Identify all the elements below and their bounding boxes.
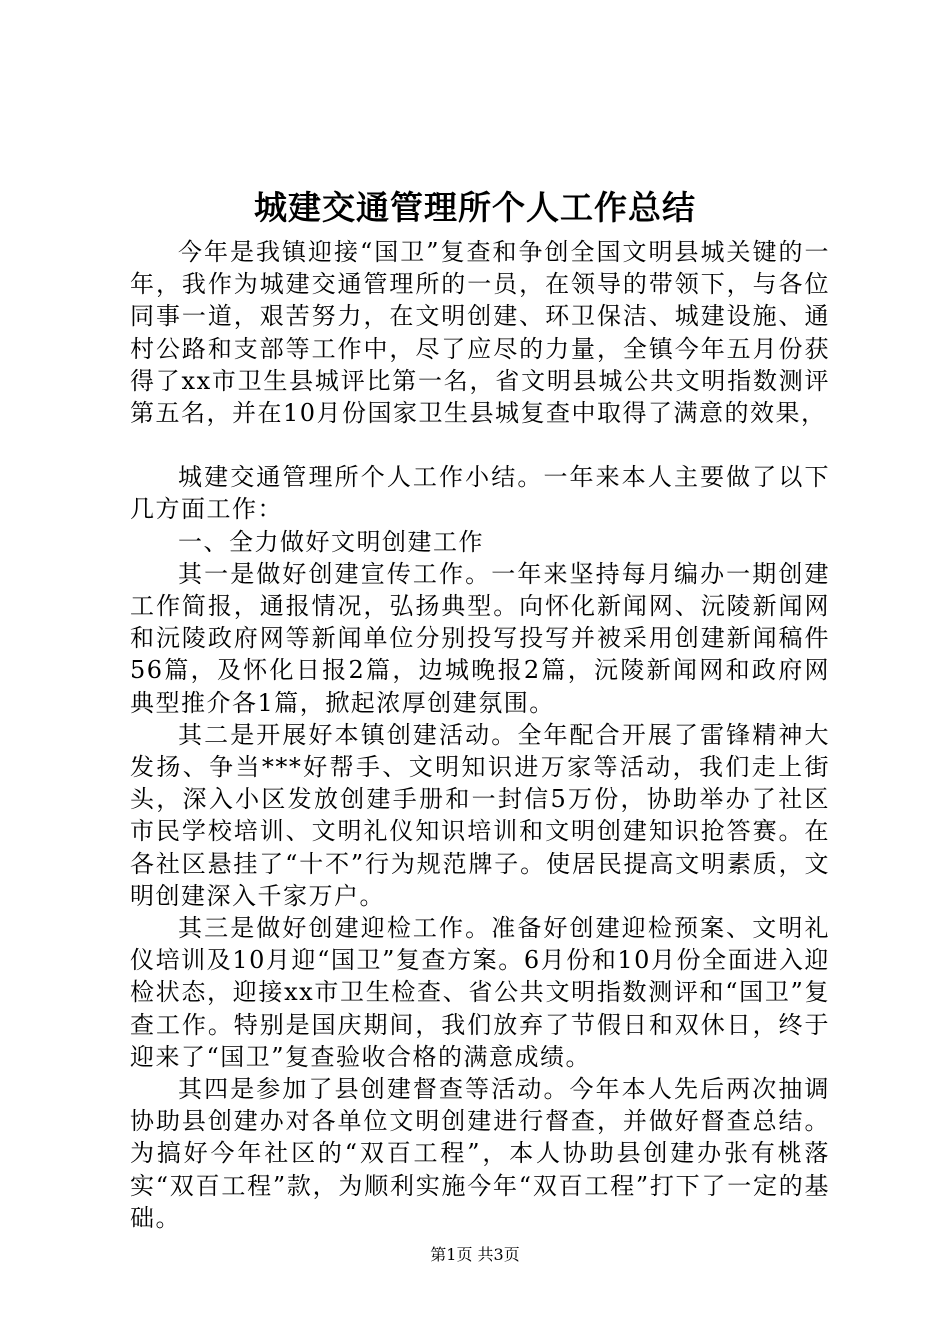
paragraph-item-1: 其一是做好创建宣传工作。一年来坚持每月编办一期创建工作简报，通报情况，弘扬典型。向怀化新闻网、沅陵新闻网和沅陵政府网等新闻单位分别投写投写并被采用创建新闻稿件56篇，及怀化日报2篇，边城晚报2篇，沅陵新闻网和政府网典型推介各1篇，掀起浓厚创建氛围。 bbox=[130, 559, 830, 717]
paragraph-summary: 城建交通管理所个人工作小结。一年来本人主要做了以下几方面工作： bbox=[130, 463, 830, 524]
document-body bbox=[130, 236, 830, 1234]
paragraph-intro: 今年是我镇迎接“国卫”复查和争创全国文明县城关键的一年，我作为城建交通管理所的一员，在领导的带领下，与各位同事一道，艰苦努力，在文明创建、环卫保洁、城建设施、通村公路和支部等工作中，尽了应尽的力量，全镇今年五月份获得了xx市卫生县城评比第一名，省文明县城公共文明指数测评第五名，并在10月份国家卫生县城复查中取得了满意的效果， bbox=[130, 238, 830, 428]
paragraph-item-2: 其二是开展好本镇创建活动。全年配合开展了雷锋精神大发扬、争当***好帮手、文明知识进万家等活动，我们走上街头，深入小区发放创建手册和一封信5万份，协助举办了社区市民学校培训、文明礼仪知识培训和文明创建知识抢答赛。在各社区悬挂了“十不”行为规范牌子。使居民提高文明素质，文明创建深入千家万户。 bbox=[130, 720, 830, 910]
page-footer: 第1页 共3页 bbox=[430, 1245, 520, 1264]
paragraph-item-4: 其四是参加了县创建督查等活动。今年本人先后两次抽调协助县创建办对各单位文明创建进行督查，并做好督查总结。为搞好今年社区的“双百工程”，本人协助县创建办张有桃落实“双百工程”款，为顺利实施今年“双百工程”打下了一定的基础。 bbox=[130, 1075, 830, 1232]
section-heading: 一、全力做好文明创建工作 bbox=[178, 527, 484, 556]
document-title: 城建交通管理所个人工作总结 bbox=[254, 188, 696, 227]
paragraph-item-3: 其三是做好创建迎检工作。准备好创建迎检预案、文明礼仪培训及10月迎“国卫”复查方案。6月份和10月份全面进入迎检状态，迎接xx市卫生检查、省公共文明指数测评和“国卫”复查工作。特别是国庆期间，我们放弃了节假日和双休日，终于迎来了“国卫”复查验收合格的满意成绩。 bbox=[130, 914, 830, 1071]
